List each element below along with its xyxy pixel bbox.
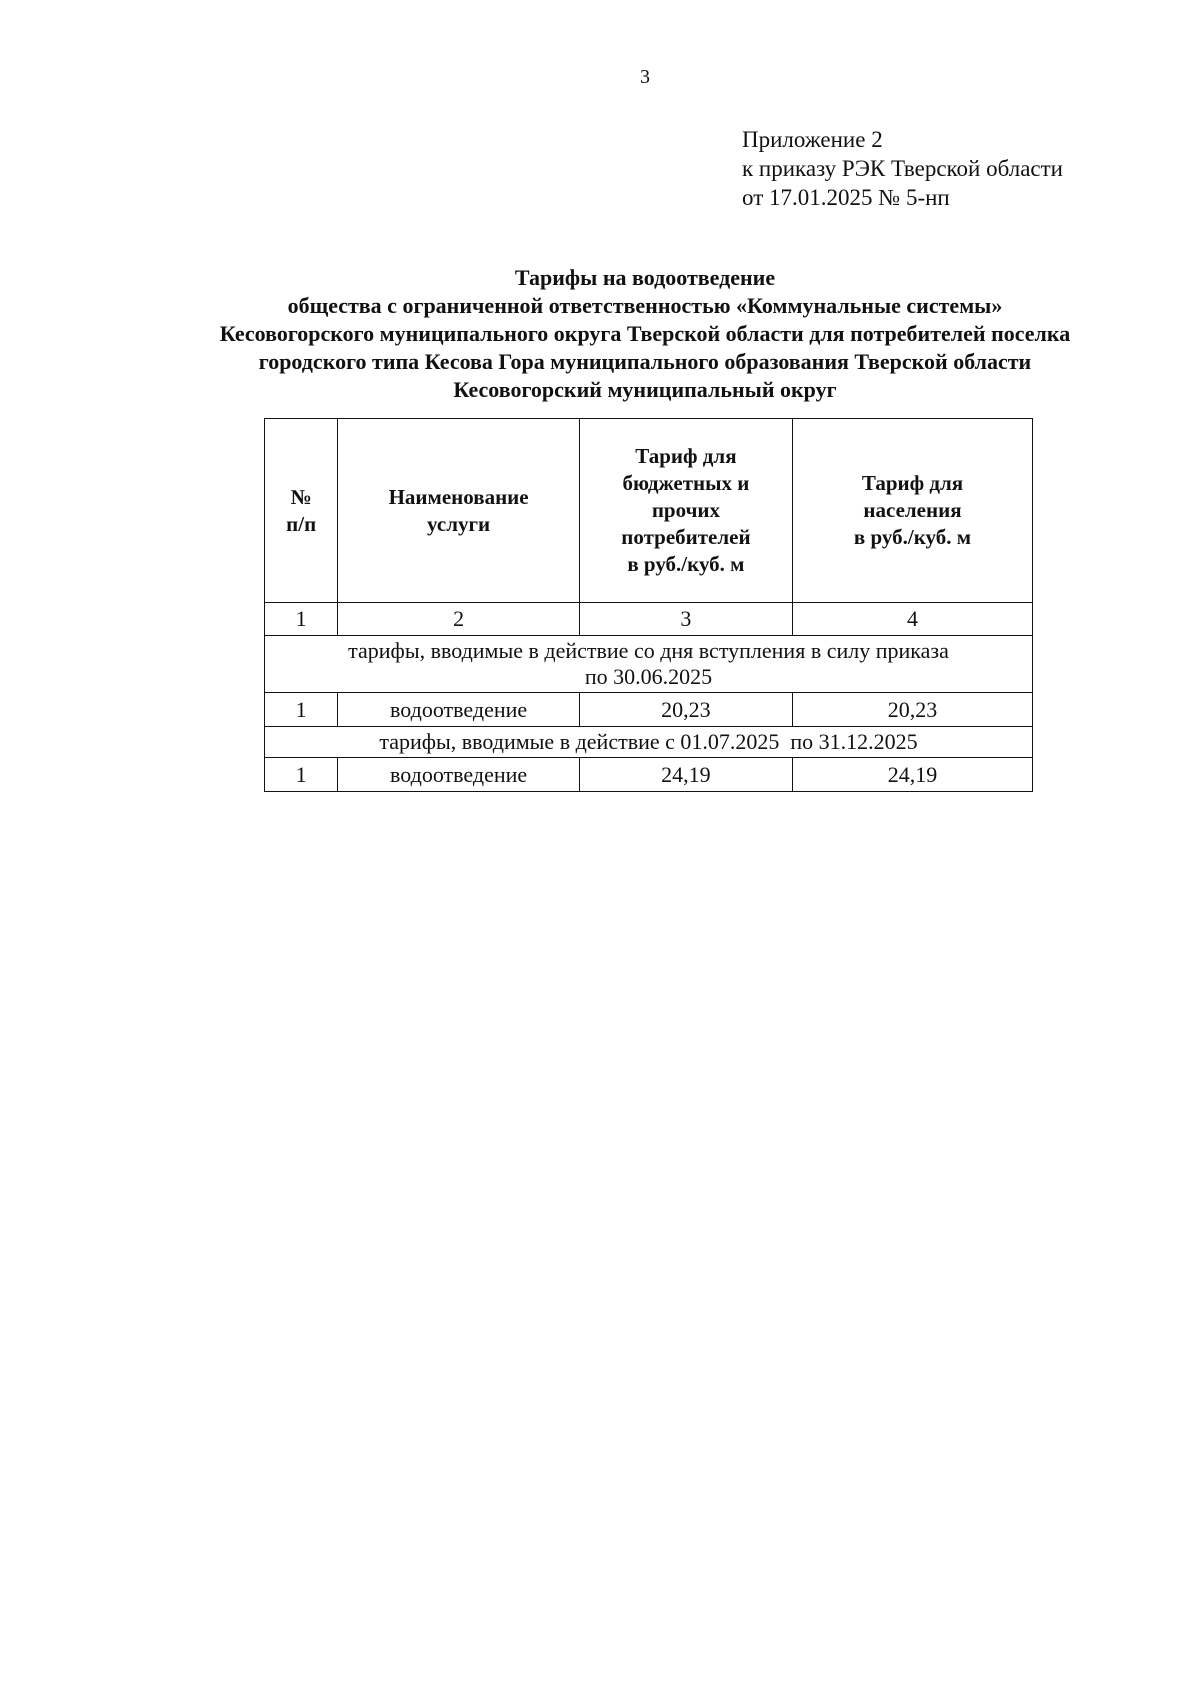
title-line: общества с ограниченной ответственностью «Коммунальные системы» (287, 293, 1003, 318)
column-number: 2 (338, 603, 579, 636)
title-line: Кесовогорского муниципального округа Тверской области для потребителей поселка (219, 321, 1071, 346)
table-row (265, 693, 1033, 727)
title-line: городского типа Кесова Гора муниципального образования Тверской области (258, 349, 1032, 374)
period-row (265, 636, 1033, 693)
period-label: тарифы, вводимые в действие со дня вступления в силу приказа по 30.06.2025 (265, 636, 1033, 693)
appendix-line: от 17.01.2025 № 5-нп (742, 185, 950, 210)
header-population-tariff: Тариф для населения в руб./куб. м (793, 419, 1033, 603)
column-number: 4 (793, 603, 1033, 636)
title-line: Кесовогорский муниципальный округ (453, 377, 837, 402)
column-number-row (265, 603, 1033, 636)
document-title (160, 264, 1130, 404)
budget-tariff: 24,19 (579, 758, 792, 792)
population-tariff: 20,23 (793, 693, 1033, 727)
header-budget-tariff: Тариф для бюджетных и прочих потребителей в руб./куб. м (579, 419, 792, 603)
appendix-reference (742, 125, 1063, 212)
header-service: Наименование услуги (338, 419, 579, 603)
service-name: водоотведение (338, 693, 579, 727)
header-number: № п/п (265, 419, 338, 603)
tariffs-table (264, 418, 1033, 792)
table-header-row (265, 419, 1033, 603)
appendix-line: Приложение 2 (742, 127, 883, 152)
page-number: 3 (640, 66, 650, 88)
column-number: 1 (265, 603, 338, 636)
column-number: 3 (579, 603, 792, 636)
period-row (265, 727, 1033, 758)
appendix-line: к приказу РЭК Тверской области (742, 156, 1063, 181)
service-name: водоотведение (338, 758, 579, 792)
period-label: тарифы, вводимые в действие с 01.07.2025 по 31.12.2025 (265, 727, 1033, 758)
row-number: 1 (265, 693, 338, 727)
title-line: Тарифы на водоотведение (514, 265, 776, 290)
budget-tariff: 20,23 (579, 693, 792, 727)
row-number: 1 (265, 758, 338, 792)
population-tariff: 24,19 (793, 758, 1033, 792)
table-row (265, 758, 1033, 792)
